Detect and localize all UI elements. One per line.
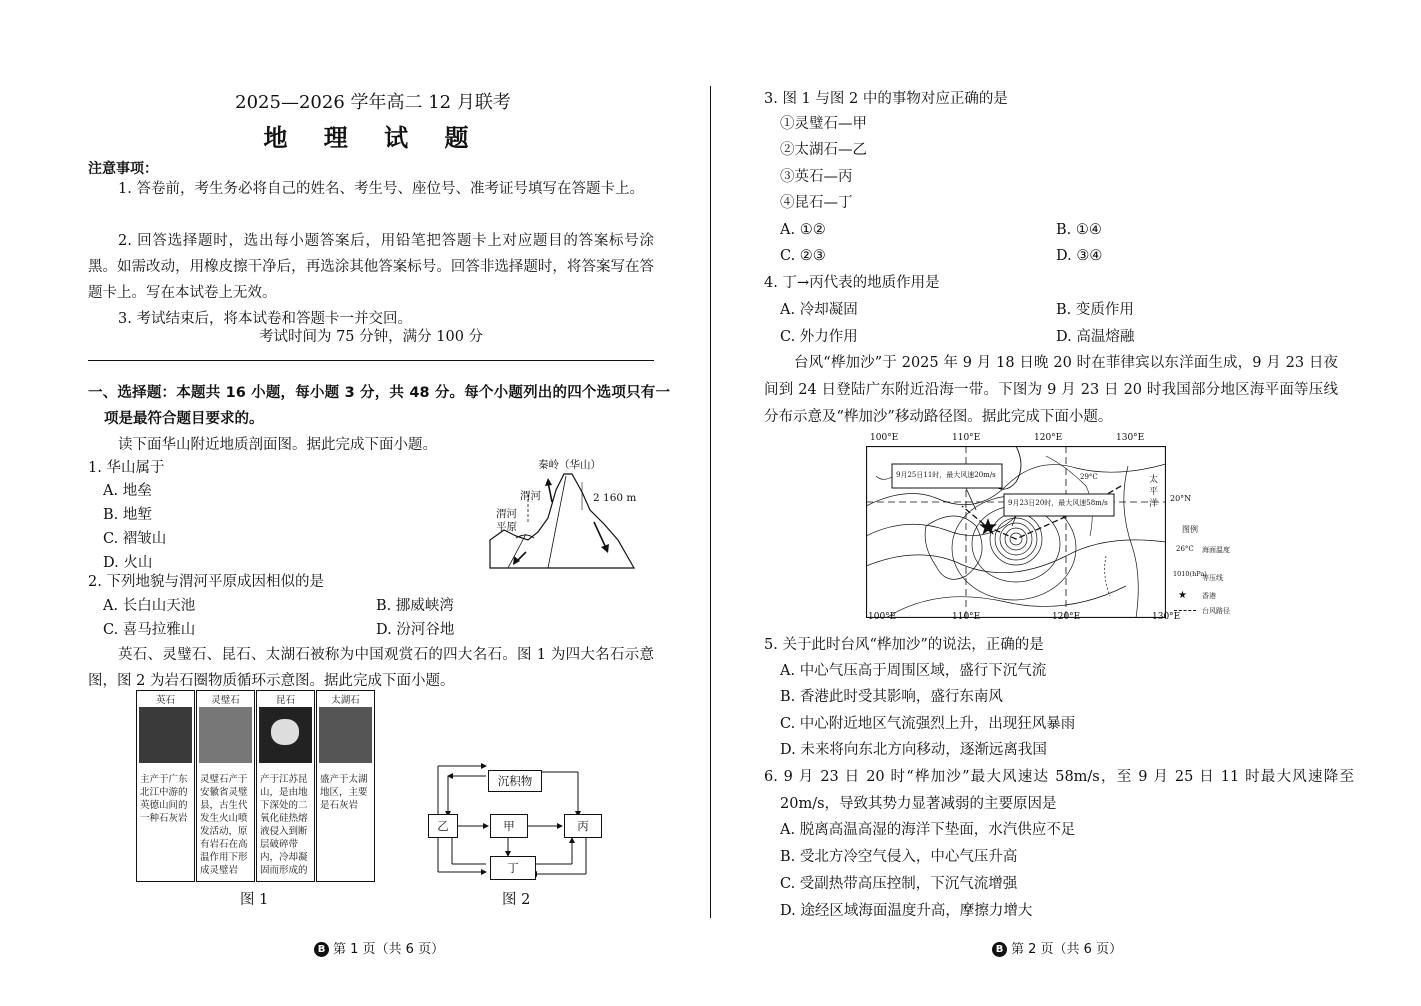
map-legend-title: 图例 (1182, 525, 1198, 534)
q4-option-b[interactable]: B. 变质作用 (1056, 302, 1134, 318)
q6-option-b[interactable]: B. 受北方冷空气侵入，中心气压升高 (780, 849, 1018, 865)
cycle-node-yi: 乙 (428, 814, 458, 838)
stone-name: 太湖石 (331, 695, 360, 706)
q5-option-a[interactable]: A. 中心气压高于周围区域，盛行下沉气流 (780, 663, 1047, 679)
notice-item-3: 3. 考试结束后，将本试卷和答题卡一并交回。 (118, 311, 412, 327)
left-column (88, 0, 670, 1006)
legend-text-isobar: 等压线 (1202, 574, 1223, 582)
q2-option-c[interactable]: C. 喜马拉雅山 (103, 622, 196, 638)
q4-option-c[interactable]: C. 外力作用 (780, 329, 858, 345)
page-footer-right (992, 938, 1122, 957)
stone-card-kun (256, 690, 315, 882)
stone-description: 盛产于太湖地区，主要是石灰岩 (320, 774, 368, 811)
column-divider (710, 86, 711, 918)
q4-option-a[interactable]: A. 冷却凝固 (780, 302, 858, 318)
profile-label-plain-2: 平原 (496, 521, 517, 533)
version-badge: B (992, 942, 1007, 957)
q3-option-d[interactable]: D. ③④ (1056, 248, 1103, 264)
map-lon-100: 100°E (870, 433, 899, 443)
map-note-sep23: 9月23日20时，最大风速58m/s (1008, 499, 1108, 507)
stone-card-ying (136, 690, 195, 882)
track-line-icon (1174, 610, 1196, 611)
map-ocean-1: 太 (1149, 475, 1159, 485)
q3-option-b[interactable]: B. ①④ (1056, 222, 1102, 238)
q3-stem: 3. 图 1 与图 2 中的事物对应正确的是 (764, 91, 1008, 107)
star-icon: ★ (1178, 590, 1187, 601)
q4-option-d[interactable]: D. 高温熔融 (1056, 329, 1135, 345)
stone-name: 灵璧石 (211, 695, 240, 706)
profile-label-peak: 秦岭（华山） (538, 459, 601, 471)
map-note-sep25: 9月25日11时，最大风速20m/s (896, 471, 996, 479)
figure-2-caption: 图 2 (502, 892, 531, 908)
cycle-node-sediment: 沉积物 (488, 770, 542, 792)
map-lon-120-bottom: 120°E (1052, 612, 1081, 622)
map-lat-20: 20°N (1170, 494, 1192, 503)
q5-intro: 台风“桦加沙”于 2025 年 9 月 18 日晚 20 时在菲律宾以东洋面生成，9 月 23 日夜间到 24 日登陆广东附近沿海一带。下图为 9 月 23 日 20 时我国部分地区海平面等压线分布示意及“桦加沙”移动路径图。据此完成下面小题。 (764, 355, 1338, 425)
q6-stem: 6. 9 月 23 日 20 时“桦加沙”最大风速达 58m/s，至 9 月 25 日 11 时最大风速降至 20m/s，导致其势力显著减弱的主要原因是 (764, 769, 1354, 812)
legend-text-track: 台风路径 (1202, 607, 1230, 615)
cycle-node-ding: 丁 (490, 856, 536, 880)
profile-label-plain-1: 渭河 (496, 508, 517, 520)
exam-time: 考试时间为 75 分钟，满分 100 分 (258, 329, 484, 345)
map-ocean-3: 洋 (1149, 499, 1159, 509)
version-badge: B (314, 942, 329, 957)
map-ocean-2: 平 (1149, 487, 1159, 497)
q2-option-b[interactable]: B. 挪威峡湾 (376, 598, 454, 614)
q5-option-b[interactable]: B. 香港此时受其影响，盛行东南风 (780, 689, 1003, 705)
map-lon-110: 110°E (952, 433, 981, 443)
q3-item-3: ③英石—丙 (780, 169, 853, 185)
q3-item-4: ④昆石—丁 (780, 195, 853, 211)
exam-title: 2025—2026 学年高二 12 月联考 (235, 92, 511, 113)
q3-option-c[interactable]: C. ②③ (780, 248, 826, 264)
page-number: 第 2 页（共 6 页） (1011, 942, 1123, 957)
section-heading: 一、选择题：本题共 16 小题，每小题 3 分，共 48 分。每个小题列出的四个选项只有一项是最符合题目要求的。 (88, 385, 670, 427)
legend-text-sst: 海面温度 (1202, 546, 1230, 554)
q1-stem: 1. 华山属于 (88, 460, 165, 476)
q4-stem: 4. 丁→丙代表的地质作用是 (764, 275, 940, 291)
map-lon-100-bottom: 100°E (868, 612, 897, 622)
q6-option-a[interactable]: A. 脱离高温高湿的海洋下垫面，水汽供应不足 (780, 822, 1076, 838)
q2-option-d[interactable]: D. 汾河谷地 (376, 622, 455, 638)
q1-option-c[interactable]: C. 褶皱山 (103, 531, 167, 547)
cycle-node-jia: 甲 (490, 814, 528, 838)
q1-option-b[interactable]: B. 地堑 (103, 507, 152, 523)
q2-option-a[interactable]: A. 长白山天池 (103, 598, 196, 614)
q5-option-d[interactable]: D. 未来将向东北方向移动，逐渐远离我国 (780, 742, 1047, 758)
q1-option-a[interactable]: A. 地垒 (103, 483, 152, 499)
stone-photo (259, 707, 312, 763)
stone-card-lingbi (196, 690, 255, 882)
map-lon-120: 120°E (1034, 433, 1063, 443)
header-rule (88, 360, 654, 361)
q2-stem: 2. 下列地貌与渭河平原成因相似的是 (88, 574, 324, 590)
map-temp-label: 29°C (1080, 473, 1098, 481)
legend-text-hongkong: 香港 (1202, 592, 1216, 600)
stone-photo (139, 707, 192, 763)
legend-sym-isobar: 1010(hPa) (1173, 570, 1207, 578)
stone-photo (319, 707, 372, 763)
notice-heading: 注意事项： (88, 161, 158, 177)
map-lon-130-bottom: 130°E (1152, 612, 1181, 622)
stone-photo (199, 707, 252, 763)
stone-description: 灵璧石产于安徽省灵璧县，古生代发生火山喷发活动，原有岩石在高温作用下形成灵璧岩 (200, 774, 248, 876)
profile-label-height: 2 160 m (593, 492, 637, 504)
q1-intro: 读下面华山附近地质剖面图。据此完成下面小题。 (118, 437, 437, 453)
notice-item-2: 2. 回答选择题时，选出每小题答案后，用铅笔把答题卡上对应题目的答案标号涂黑。如需改动，用橡皮擦干净后，再选涂其他答案标号。回答非选择题时，将答案写在答题卡上。写在本试卷上无效。 (88, 233, 654, 301)
map-lon-110-bottom: 110°E (952, 612, 981, 622)
legend-sym-sst: 26°C (1176, 545, 1194, 553)
map-lon-130: 130°E (1116, 433, 1145, 443)
stone-card-taihu (316, 690, 375, 882)
stone-description: 主产于广东北江中游的英德山间的一种石灰岩 (140, 774, 188, 824)
notice-item-1: 1. 答卷前，考生务必将自己的姓名、考生号、座位号、准考证号填写在答题卡上。 (118, 181, 644, 197)
right-column (764, 0, 1354, 1006)
profile-label-river: 渭河 (520, 490, 541, 502)
q5-stem: 5. 关于此时台风“桦加沙”的说法，正确的是 (764, 637, 1044, 653)
cycle-node-bing: 丙 (564, 814, 602, 838)
stone-name: 英石 (155, 695, 175, 706)
q1-option-d[interactable]: D. 火山 (103, 555, 153, 571)
q5-option-c[interactable]: C. 中心附近地区气流强烈上升，出现狂风暴雨 (780, 716, 1076, 732)
q3-item-2: ②太湖石—乙 (780, 142, 867, 158)
q6-option-d[interactable]: D. 途经区域海面温度升高，摩擦力增大 (780, 903, 1033, 919)
q3-intro: 英石、灵璧石、昆石、太湖石被称为中国观赏石的四大名石。图 1 为四大名石示意图，图 2 为岩石圈物质循环示意图。据此完成下面小题。 (88, 647, 654, 689)
stone-description: 产于江苏昆山，是由地下深处的二氧化硅热熔液侵入到断层破碎带内，冷却凝固而形成的 (260, 774, 308, 876)
figure-1-caption: 图 1 (240, 892, 269, 908)
q3-option-a[interactable]: A. ①② (780, 222, 826, 238)
q6-option-c[interactable]: C. 受副热带高压控制，下沉气流增强 (780, 876, 1018, 892)
page-footer-left (314, 938, 444, 957)
stone-name: 昆石 (275, 695, 295, 706)
subject-title: 地 理 试 题 (263, 124, 483, 152)
page-number: 第 1 页（共 6 页） (333, 942, 445, 957)
q3-item-1: ①灵璧石—甲 (780, 116, 867, 132)
